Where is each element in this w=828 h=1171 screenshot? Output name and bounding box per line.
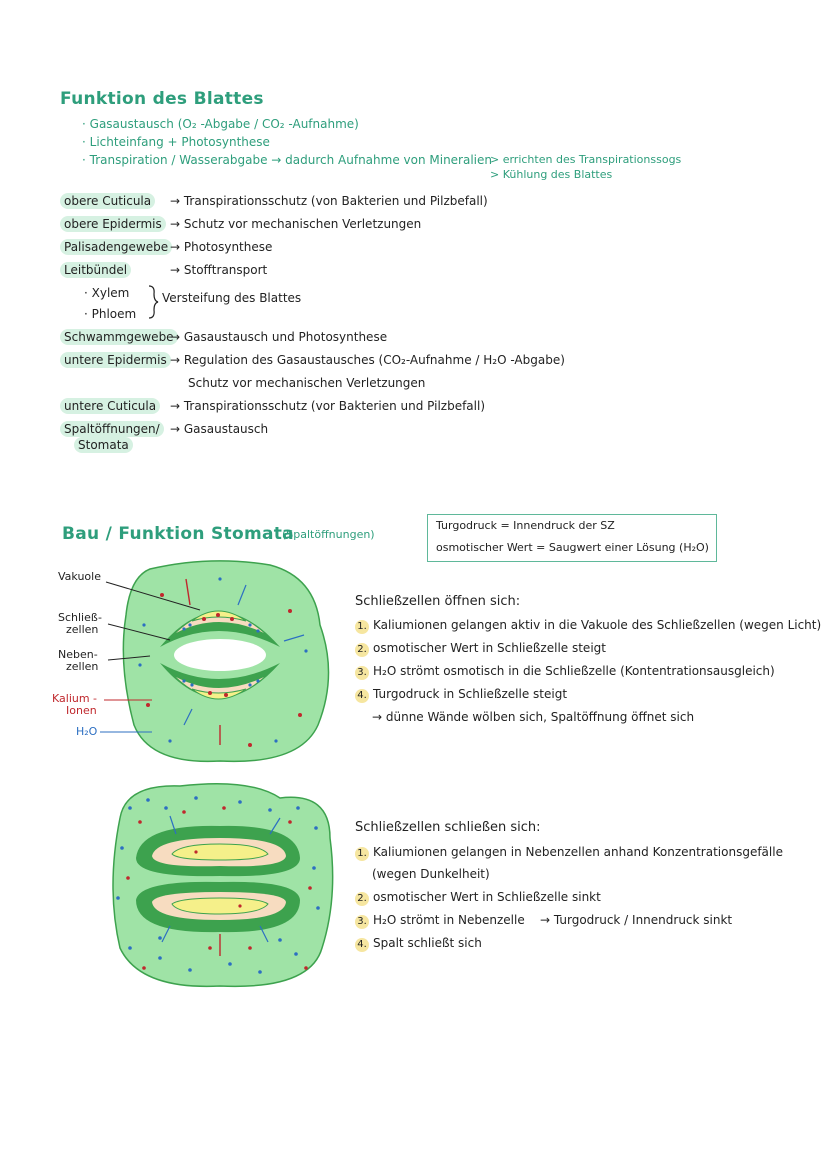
close-step-4: 4. Spalt schließt sich: [355, 932, 482, 954]
open-title: Schließzellen öffnen sich:: [355, 594, 521, 609]
close-step-1-cont: (wegen Dunkelheit): [372, 867, 490, 881]
label-vakuole: Vakuole: [58, 570, 101, 583]
open-step-4: 4. Turgodruck in Schließzelle steigt: [355, 683, 567, 705]
definition-osmotischer-wert: osmotischer Wert = Saugwert einer Lösung (H₂O): [436, 541, 709, 554]
definition-turgodruck: Turgodruck = Innendruck der SZ: [436, 519, 615, 532]
bullet-licht: · Lichteinfang + Photosynthese: [82, 135, 270, 149]
diagram-stoma-closed: [100, 778, 340, 992]
term-schwammgewebe: Schwammgewebe: [60, 329, 178, 345]
open-result: → dünne Wände wölben sich, Spaltöffnung öffnet sich: [372, 710, 695, 724]
term-untere-cuticula: untere Cuticula: [60, 398, 160, 414]
bullet-gasaustausch: · Gasaustausch (O₂ -Abgabe / CO₂ -Aufnahme): [82, 117, 359, 131]
term-leitbuendel: Leitbündel: [60, 262, 131, 278]
term-obere-cuticula: obere Cuticula: [60, 193, 155, 209]
open-step-1: 1. Kaliumionen gelangen aktiv in die Vakuole des Schließzellen (wegen Licht): [355, 614, 821, 636]
label-nebenzellen-2: zellen: [66, 660, 99, 673]
side-note-kuehlung: > Kühlung des Blattes: [490, 168, 613, 181]
desc-palisadengewebe: → Photosynthese: [170, 240, 273, 254]
term-stomata: Stomata: [74, 437, 133, 453]
diagram-pointer-lines: [40, 560, 210, 740]
brace-icon: [146, 284, 160, 320]
desc-schwammgewebe: → Gasaustausch und Photosynthese: [170, 330, 388, 344]
close-step-3: 3. H₂O strömt in Nebenzelle: [355, 909, 525, 931]
desc-obere-cuticula: → Transpirationsschutz (von Bakterien und Pilzbefall): [170, 194, 488, 208]
label-kaliumionen-1: Kalium -: [52, 692, 98, 705]
close-step-2: 2. osmotischer Wert in Schließzelle sinkt: [355, 886, 601, 908]
section-title-blatt: Funktion des Blattes: [60, 89, 264, 109]
label-schliesszellen-2: zellen: [66, 623, 99, 636]
close-step-1: 1. Kaliumionen gelangen in Nebenzellen anhand Konzentrationsgefälle: [355, 841, 783, 863]
term-palisadengewebe: Palisadengewebe: [60, 239, 172, 255]
xylem-label: · Xylem: [84, 286, 130, 300]
label-nebenzellen-1: Neben-: [58, 648, 98, 661]
label-h2o: H₂O: [76, 725, 98, 738]
label-kaliumionen-2: Ionen: [66, 704, 97, 717]
desc-untere-cuticula: → Transpirationsschutz (vor Bakterien und Pilzbefall): [170, 399, 486, 413]
desc-untere-epidermis-2: Schutz vor mechanischen Verletzungen: [188, 376, 426, 390]
label-schliesszellen-1: Schließ-: [58, 611, 102, 624]
open-step-3: 3. H₂O strömt osmotisch in die Schließzelle (Kontentrationsausgleich): [355, 660, 775, 682]
bullet-transpiration: · Transpiration / Wasserabgabe → dadurch Aufnahme von Mineralien: [82, 153, 492, 167]
open-step-2: 2. osmotischer Wert in Schließzelle steigt: [355, 637, 606, 659]
section-subtitle-stomata: (Spaltöffnungen): [282, 528, 375, 541]
desc-untere-epidermis: → Regulation des Gasaustausches (CO₂-Aufnahme / H₂O -Abgabe): [170, 353, 565, 367]
definition-box: [427, 514, 717, 562]
close-title: Schließzellen schließen sich:: [355, 820, 541, 835]
guard-cell-closed-lower: [136, 882, 300, 932]
term-untere-epidermis: untere Epidermis: [60, 352, 171, 368]
side-note-sog: > errichten des Transpirationssogs: [490, 153, 682, 166]
phloem-label: · Phloem: [84, 307, 137, 321]
section-title-stomata: Bau / Funktion Stomata: [62, 524, 294, 544]
guard-cell-closed-upper: [136, 826, 300, 876]
desc-obere-epidermis: → Schutz vor mechanischen Verletzungen: [170, 217, 422, 231]
term-spaltoeffnungen: Spaltöffnungen/: [60, 421, 164, 437]
term-obere-epidermis: obere Epidermis: [60, 216, 166, 232]
vessel-desc: Versteifung des Blattes: [162, 291, 302, 305]
desc-spaltoeffnungen: → Gasaustausch: [170, 422, 269, 436]
close-step-3-extra: → Turgodruck / Innendruck sinkt: [540, 913, 733, 927]
desc-leitbuendel: → Stofftransport: [170, 263, 268, 277]
